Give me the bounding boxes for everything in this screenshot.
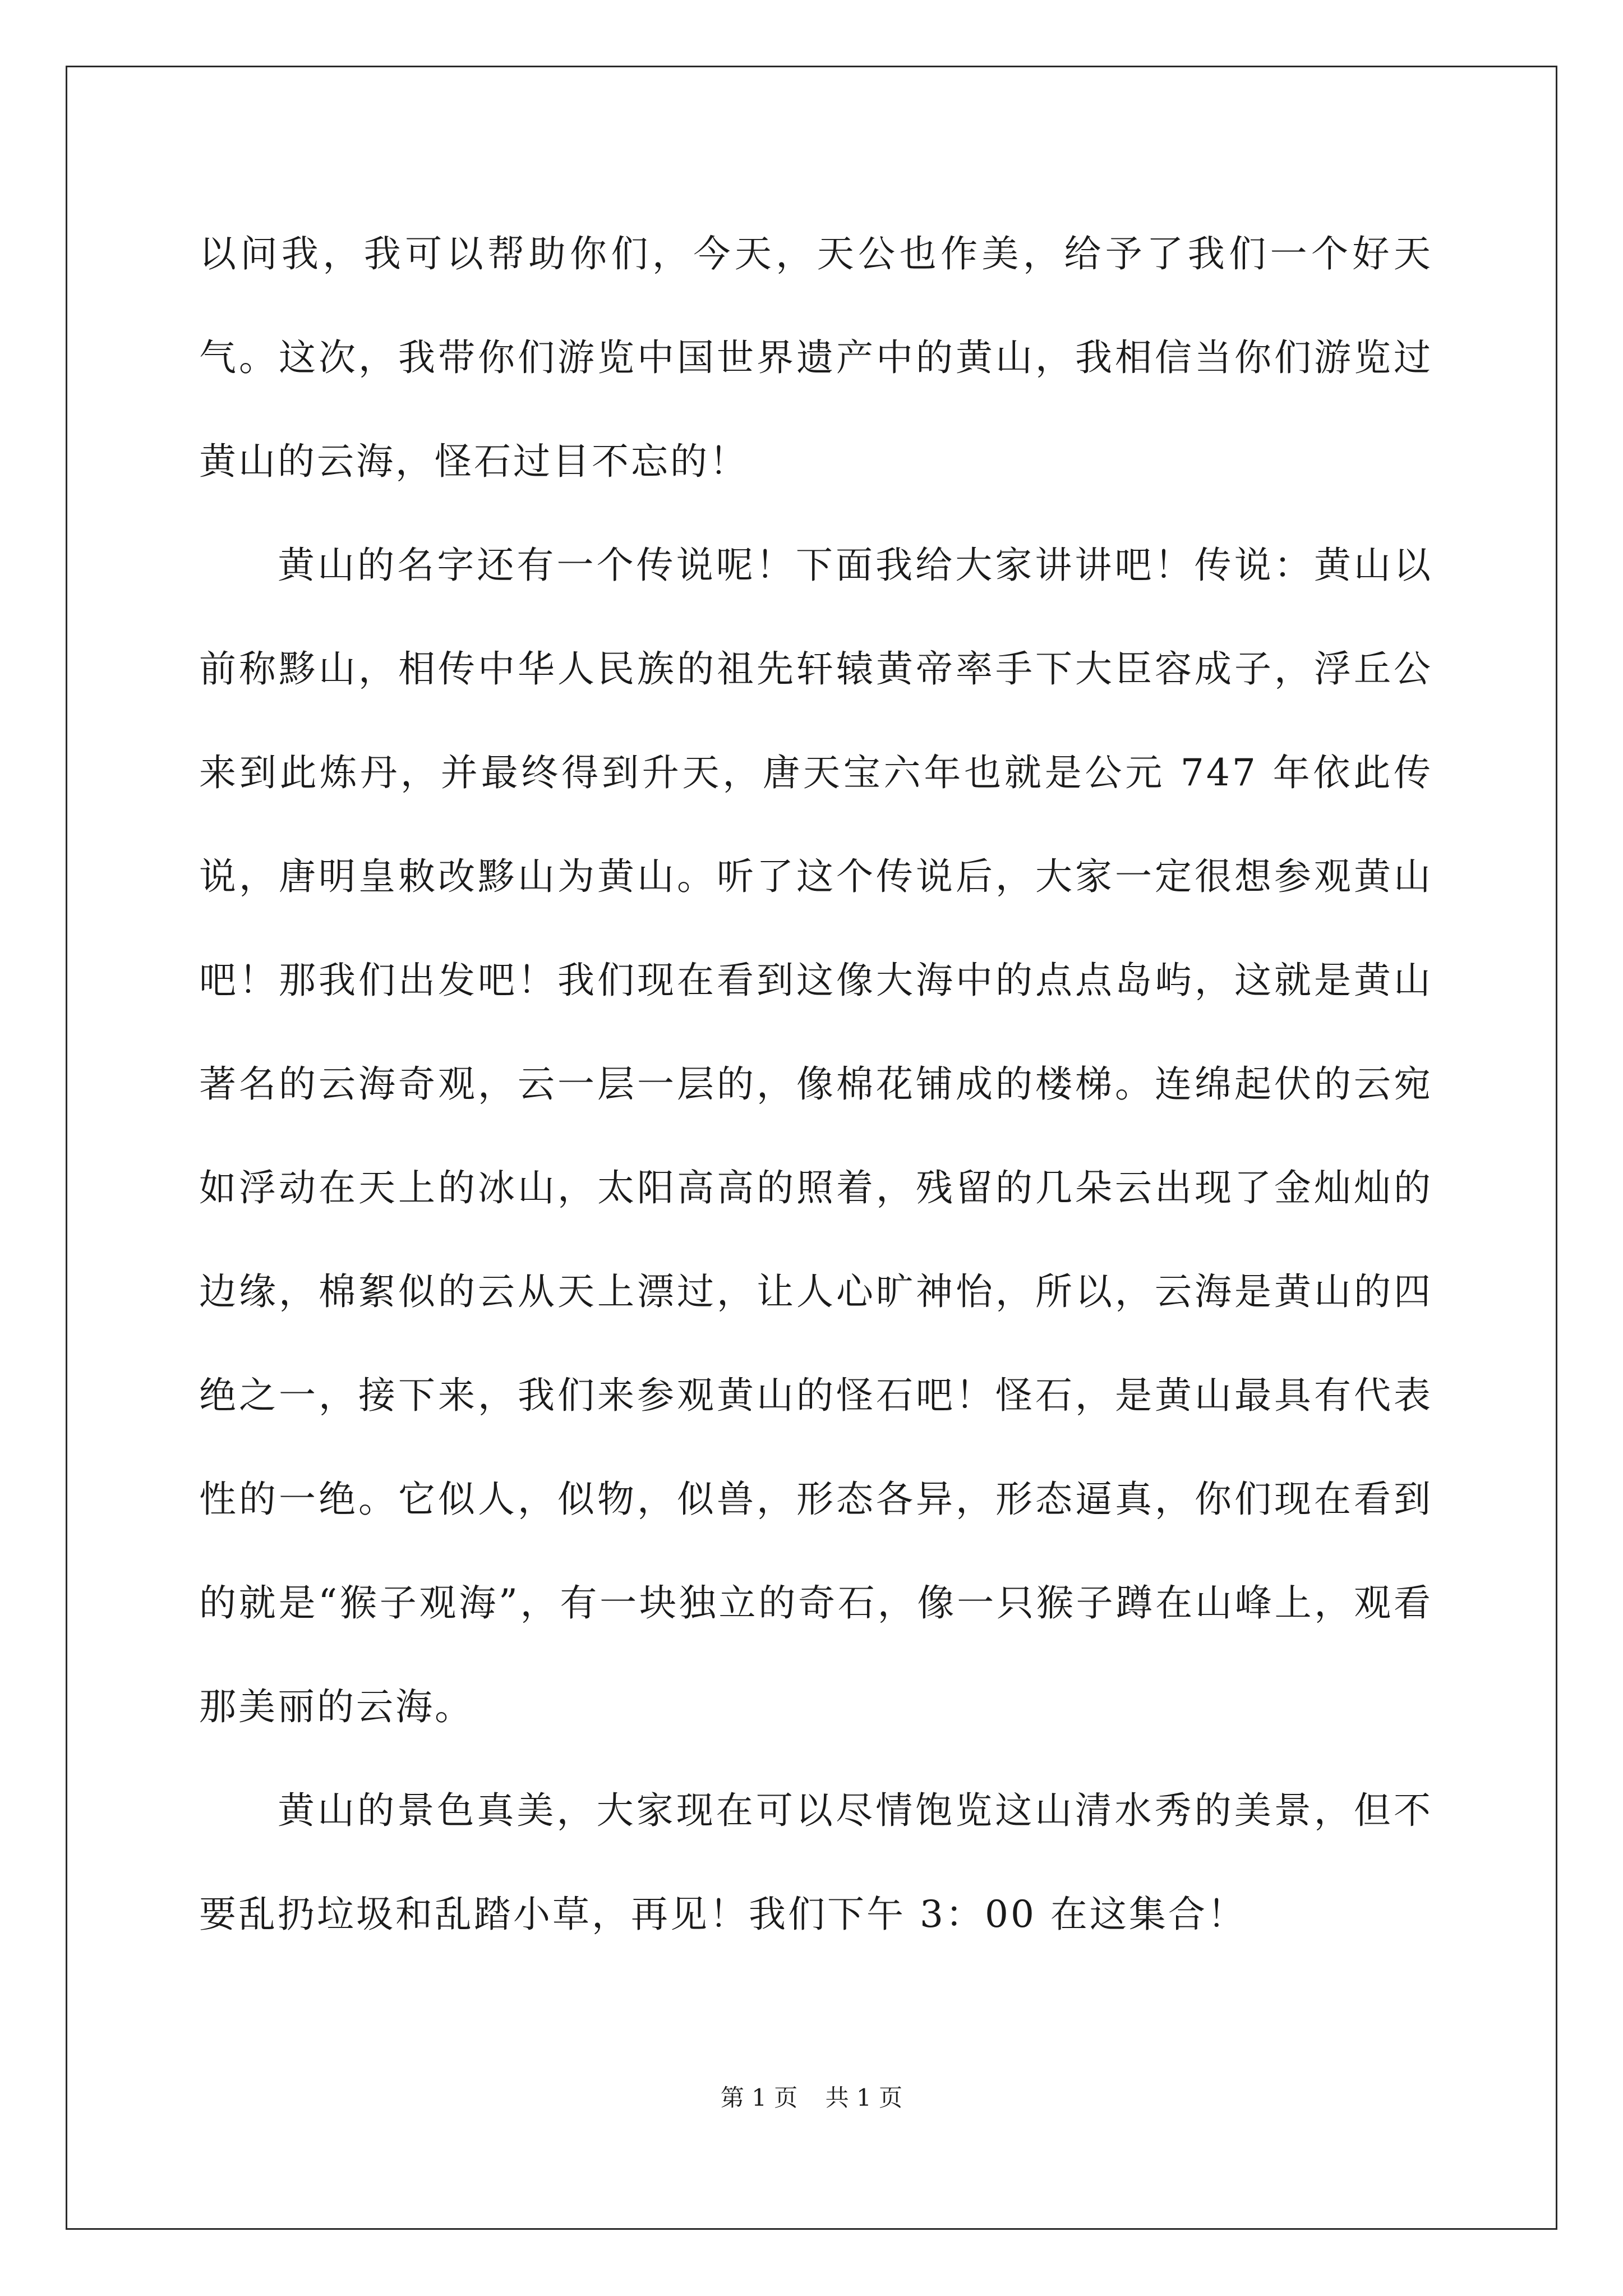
page-total: 共 1 页 <box>825 2084 903 2111</box>
page-footer <box>0 2081 1623 2115</box>
paragraph-3: 黄山的景色真美，大家现在可以尽情饱览这山清水秀的美景，但不要乱扔垃圾和乱踏小草，再见！我们下午 3：00 在这集合！ <box>199 1789 1433 1936</box>
document-body <box>199 202 1433 1966</box>
paragraph-2: 黄山的名字还有一个传说呢！下面我给大家讲讲吧！传说：黄山以前称黟山，相传中华人民族的祖先轩辕黄帝率手下大臣容成子，浮丘公来到此炼丹，并最终得到升天，唐天宝六年也就是公元 747 年依此传说，唐明皇敕改黟山为黄山。听了这个传说后，大家一定很想参观黄山吧！那我们出发吧！我们现在看到这像大海中的点点岛屿，这就是黄山著名的云海奇观，云一层一层的，像棉花铺成的楼梯。连绵起伏的云宛如浮动在天上的冰山，太阳高高的照着，残留的几朵云出现了金灿灿的边缘，棉絮似的云从天上漂过，让人心旷神怡，所以，云海是黄山的四绝之一，接下来，我们来参观黄山的怪石吧！怪石，是黄山最具有代表性的一绝。它似人，似物，似兽，形态各异，形态逼真，你们现在看到的就是“猴子观海”，有一块独立的奇石，像一只猴子蹲在山峰上，观看那美丽的云海。 <box>199 544 1433 1728</box>
paragraph-1: 以问我，我可以帮助你们，今天，天公也作美，给予了我们一个好天气。这次，我带你们游览中国世界遗产中的黄山，我相信当你们游览过黄山的云海，怪石过目不忘的！ <box>199 232 1433 483</box>
page-number: 第 1 页 <box>720 2084 798 2111</box>
